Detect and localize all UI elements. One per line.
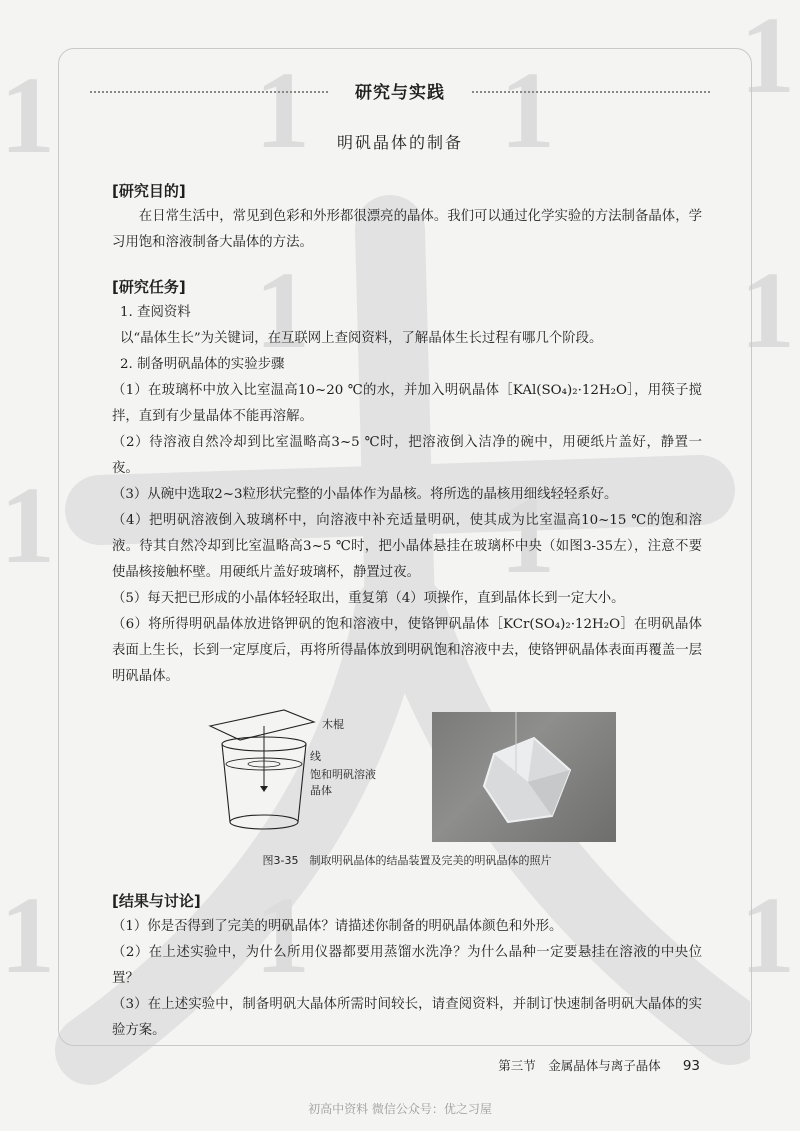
task-item-title: 2. 制备明矾晶体的实验步骤 — [120, 357, 285, 372]
section-banner: 研究与实践 — [355, 83, 445, 103]
watermark-digit: 1 — [740, 249, 795, 371]
crystallization-apparatus-diagram — [202, 704, 322, 839]
figure-3-35 — [112, 704, 702, 834]
alum-crystal-photo — [432, 712, 616, 842]
step-1: （1）在玻璃杯中放入比室温高10~20 ℃的水，并加入明矾晶体［KAl(SO₄)₂·12H₂O］，用筷子搅拌，直到有少量晶体不能再溶解。 — [112, 383, 702, 424]
footer-section: 第三节 金属晶体与离子晶体 — [498, 1058, 661, 1073]
watermark-digit: 1 — [740, 874, 795, 996]
question-1: （1）你是否得到了完美的明矾晶体？请描述你制备的明矾晶体颜色和外形。 — [112, 919, 563, 934]
label-thread: 线 — [310, 750, 321, 763]
page-footer — [498, 1056, 700, 1074]
figure-caption: 图3-35 制取明矾晶体的结晶装置及完美的明矾晶体的照片 — [262, 854, 552, 867]
step-2: （2）待溶液自然冷却到比室温略高3~5 ℃时，把溶液倒入洁净的碗中，用硬纸片盖好，静置一夜。 — [112, 435, 702, 476]
step-4: （4）把明矾溶液倒入玻璃杯中，向溶液中补充适量明矾，使其成为比室温高10~15 ℃的饱和溶液。待其自然冷却到比室温略高3~5 ℃时，把小晶体悬挂在玻璃杯中央（如图3-35左），注意不要使晶核接触杯壁。用硬纸片盖好玻璃杯，静置过夜。 — [112, 513, 702, 580]
dotted-rule — [90, 91, 328, 93]
watermark-digit: 1 — [255, 874, 310, 996]
label-stick: 木棍 — [322, 718, 344, 731]
watermark-digit: 1 — [0, 874, 55, 996]
discussion-heading: [结果与讨论] — [112, 892, 201, 910]
watermark-digit: 1 — [0, 54, 55, 176]
bottom-note: 初高中资料 微信公众号：优之习屋 — [308, 1102, 492, 1116]
purpose-body: 在日常生活中，常见到色彩和外形都很漂亮的晶体。我们可以通过化学实验的方法制备晶体，学习用饱和溶液制备大晶体的方法。 — [112, 209, 702, 250]
task-item-title: 1. 查阅资料 — [120, 305, 191, 320]
step-3: （3）从碗中选取2~3粒形状完整的小晶体作为晶核。将所选的晶核用细线轻轻系好。 — [112, 487, 618, 502]
watermark-digit: 1 — [500, 49, 555, 171]
question-2: （2）在上述实验中，为什么所用仪器都要用蒸馏水洗净？为什么晶种一定要悬挂在溶液的中央位置？ — [112, 945, 702, 986]
purpose-heading: [研究目的] — [112, 182, 186, 200]
watermark-digit: 1 — [0, 464, 55, 586]
watermark-digit: 1 — [740, 0, 795, 116]
watermark-digit: 1 — [255, 249, 310, 371]
main-content — [112, 178, 702, 1044]
dotted-rule — [472, 91, 710, 93]
question-3: （3）在上述实验中，制备明矾大晶体所需时间较长，请查阅资料，并制订快速制备明矾大晶体的实验方案。 — [112, 997, 702, 1038]
page-title: 明矾晶体的制备 — [336, 133, 463, 152]
section-header — [90, 78, 710, 102]
watermark-digit: 1 — [255, 49, 310, 171]
task-item-body: 以“晶体生长”为关键词，在互联网上查阅资料，了解晶体生长过程有哪几个阶段。 — [120, 331, 603, 346]
step-5: （5）每天把已形成的小晶体轻轻取出，重复第（4）项操作，直到晶体长到一定大小。 — [112, 591, 625, 606]
label-crystal: 晶体 — [310, 784, 332, 797]
page-number: 93 — [682, 1058, 700, 1074]
label-solution: 饱和明矾溶液 — [310, 768, 376, 781]
step-6: （6）将所得明矾晶体放进铬钾矾的饱和溶液中，使铬钾矾晶体［KCr(SO₄)₂·12H₂O］在明矾晶体表面上生长，长到一定厚度后，再将所得晶体放到明矾饱和溶液中去，使铬钾矾晶体表面再覆盖一层明矾晶体。 — [112, 617, 702, 684]
task-heading: [研究任务] — [112, 278, 186, 296]
watermark-digit: 1 — [500, 474, 555, 596]
